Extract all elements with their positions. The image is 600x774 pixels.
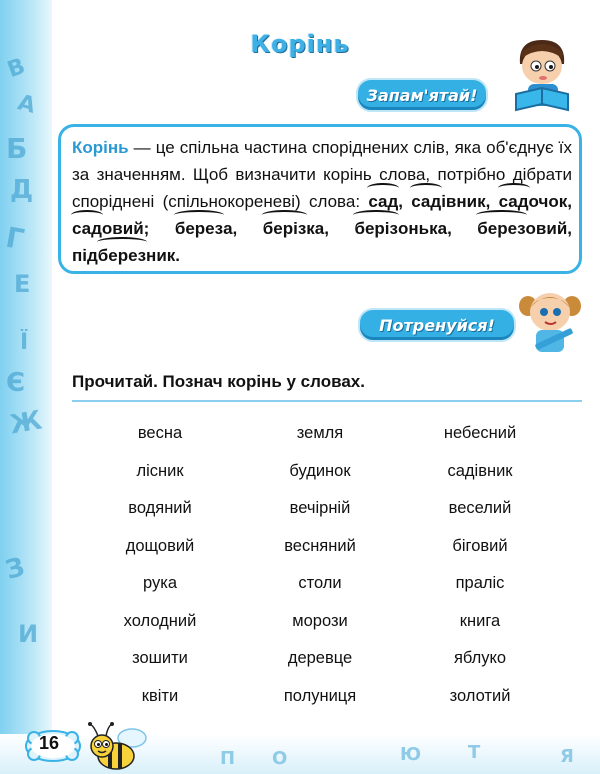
- example-separator: ,: [398, 192, 412, 211]
- example-separator: ,: [567, 219, 573, 238]
- boy-reading-illustration: [508, 34, 578, 114]
- example-word: [72, 242, 175, 269]
- word-item: золотий: [449, 686, 511, 705]
- word-item: рука: [143, 574, 177, 592]
- task-instruction: Прочитай. Познач корінь у словах.: [72, 372, 365, 391]
- practice-label: [358, 308, 516, 342]
- word-item: квіти: [141, 686, 179, 705]
- word-item: водяний: [128, 499, 192, 517]
- example-separator: .: [175, 246, 181, 265]
- word-item: небесний: [443, 424, 517, 442]
- page-title: Корінь: [250, 30, 350, 58]
- example-root: сад: [499, 188, 529, 215]
- example-root: берез: [477, 215, 525, 242]
- example-ending: ник: [146, 246, 176, 265]
- word-item: весняний: [284, 536, 356, 555]
- example-ending: очок: [528, 192, 568, 211]
- example-separator: ,: [232, 219, 263, 238]
- example-separator: ,: [447, 219, 478, 238]
- example-root: берез: [98, 242, 146, 269]
- word-item: садівник: [447, 461, 513, 480]
- rule-text: [72, 134, 572, 269]
- remember-label: [356, 78, 488, 112]
- word-item: яблуко: [453, 649, 507, 667]
- girl-with-pencil-illustration: [516, 284, 582, 360]
- example-root: сад: [411, 188, 441, 215]
- word-item: морози: [292, 611, 348, 630]
- word-item: вечірній: [289, 499, 351, 517]
- word-item: будинок: [289, 461, 351, 480]
- word-item: лісник: [136, 461, 184, 480]
- word-item: холодний: [123, 611, 197, 630]
- left-margin-decoration: В А Б Д Г Е Ї Є Ж З И: [0, 0, 52, 774]
- page-number: 16: [38, 733, 60, 753]
- example-ending: а: [223, 219, 233, 238]
- example-ending: овий: [101, 219, 144, 238]
- word-item: зошити: [132, 649, 188, 667]
- example-separator: ,: [485, 192, 499, 211]
- word-grid: [80, 420, 580, 710]
- word-item: полуниця: [283, 686, 357, 705]
- rule-definition: — це спільна частина споріднених слів, яка об'єднує їх за значенням. Щоб визначити корінь слова, потрібно дібрати споріднені (спільнокореневі) слова:: [72, 138, 572, 211]
- word-item: весна: [137, 424, 183, 442]
- example-root: берiз: [263, 215, 307, 242]
- word-item: книга: [459, 611, 501, 630]
- word-item: праліс: [455, 574, 505, 592]
- practice-label-text: Потренуйся!: [379, 315, 495, 335]
- example-root: берiз: [354, 215, 398, 242]
- example-separator: ;: [143, 219, 175, 238]
- example-separator: ,: [567, 192, 572, 211]
- bee-illustration: [86, 720, 156, 774]
- word-item: веселий: [448, 499, 512, 517]
- example-ending: онька: [397, 219, 448, 238]
- example-root: сад: [72, 215, 102, 242]
- example-prefix: під: [72, 246, 98, 265]
- example-ending: овий: [525, 219, 568, 238]
- example-word: [477, 215, 567, 242]
- example-ending: ка: [306, 219, 325, 238]
- word-item: земля: [296, 424, 344, 442]
- example-word: [354, 215, 447, 242]
- bottom-decoration: П О Ю Т Я: [0, 734, 600, 774]
- example-root: сад: [368, 188, 398, 215]
- word-item: біговий: [452, 536, 508, 555]
- word-item: дощовий: [125, 536, 195, 555]
- word-item: деревце: [287, 649, 353, 667]
- example-word: [175, 215, 233, 242]
- example-separator: ,: [324, 219, 355, 238]
- example-word: [411, 188, 485, 215]
- remember-label-text: Запам'ятай!: [366, 85, 478, 105]
- rule-term: Корінь: [72, 138, 129, 157]
- task-divider: [72, 400, 582, 402]
- example-root: берез: [175, 215, 223, 242]
- word-item: столи: [298, 574, 342, 592]
- example-ending: івник: [441, 192, 486, 211]
- example-word: [263, 215, 324, 242]
